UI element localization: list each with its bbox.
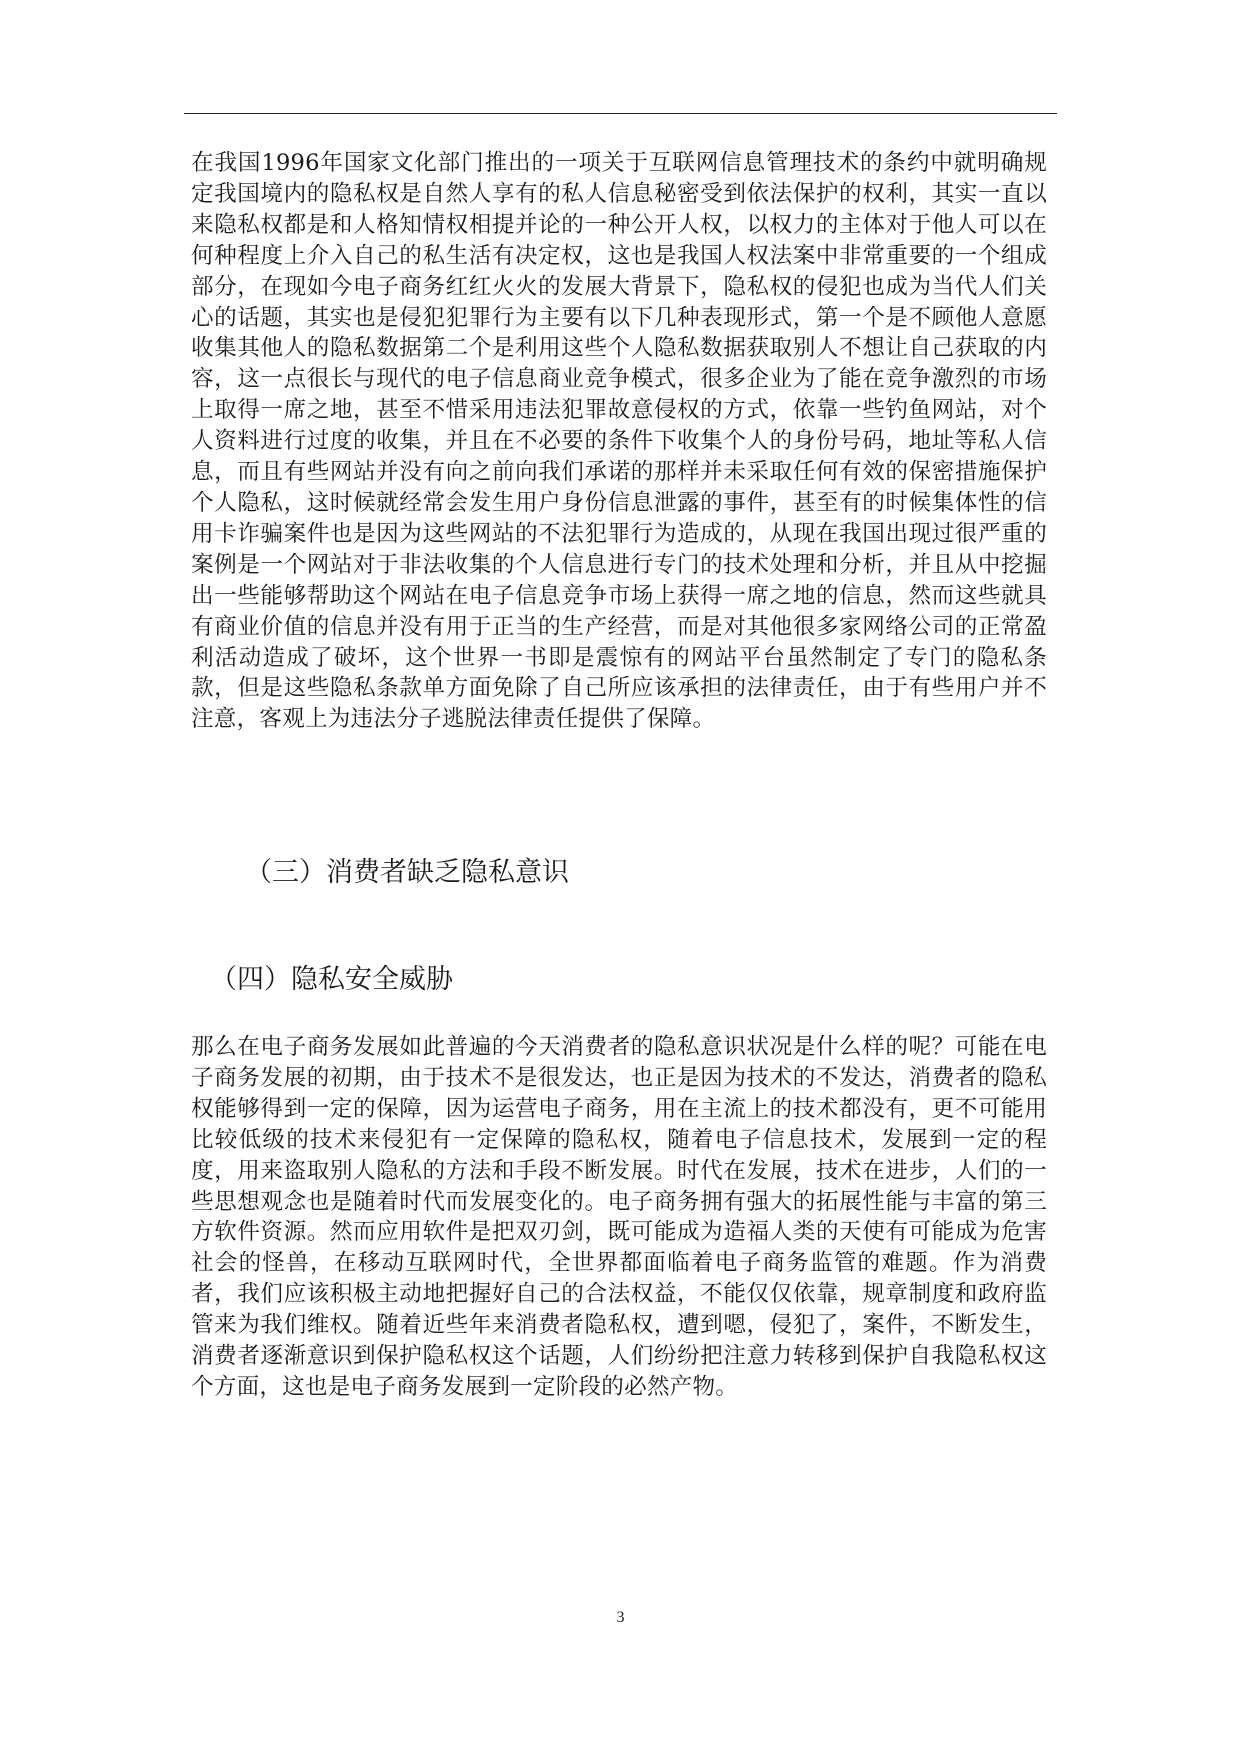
header-rule bbox=[184, 113, 1057, 114]
body-paragraph-consumer-awareness: 那么在电子商务发展如此普遍的今天消费者的隐私意识状况是什么样的呢？可能在电子商务发展的初期，由于技术不是很发达，也正是因为技术的不发达，消费者的隐私权能够得到一定的保障，因为运营电子商务，用在主流上的技术都没有，更不可能用比较低级的技术来侵犯有一定保障的隐私权，随着电子信息技术，发展到一定的程度，用来盗取别人隐私的方法和手段不断发展。时代在发展，技术在进步，人们的一些思想观念也是随着时代而发展变化的。电子商务拥有强大的拓展性能与丰富的第三方软件资源。然而应用软件是把双刃剑，既可能成为造福人类的天使有可能成为危害社会的怪兽，在移动互联网时代，全世界都面临着电子商务监管的难题。作为消费者，我们应该积极主动地把握好自己的合法权益，不能仅仅依靠，规章制度和政府监管来为我们维权。随着近些年来消费者隐私权，遭到嗯，侵犯了，案件，不断发生，消费者逐渐意识到保护隐私权这个话题，人们纷纷把注意力转移到保护自我隐私权这个方面，这也是电子商务发展到一定阶段的必然产物。 bbox=[191, 1034, 1047, 1400]
page-number: 3 bbox=[616, 1609, 625, 1626]
section-heading-3: （三）消费者缺乏隐私意识 bbox=[245, 857, 569, 888]
body-paragraph-privacy-infringement: 在我国1996年国家文化部门推出的一项关于互联网信息管理技术的条约中就明确规定我国境内的隐私权是自然人享有的私人信息秘密受到依法保护的权利，其实一直以来隐私权都是和人格知情权相提并论的一种公开人权，以权力的主体对于他人可以在何种程度上介入自己的私生活有决定权，这也是我国人权法案中非常重要的一个组成部分，在现如今电子商务红红火火的发展大背景下，隐私权的侵犯也成为当代人们关心的话题，其实也是侵犯犯罪行为主要有以下几种表现形式，第一个是不顾他人意愿收集其他人的隐私数据第二个是利用这些个人隐私数据获取别人不想让自己获取的内容，这一点很长与现代的电子信息商业竞争模式，很多企业为了能在竞争激烈的市场上取得一席之地，甚至不惜采用违法犯罪故意侵权的方式，依靠一些钓鱼网站，对个人资料进行过度的收集，并且在不必要的条件下收集个人的身份号码，地址等私人信息，而且有些网站并没有向之前向我们承诺的那样并未采取任何有效的保密措施保护个人隐私，这时候就经常会发生用户身份信息泄露的事件，甚至有的时候集体性的信用卡诈骗案件也是因为这些网站的不法犯罪行为造成的，从现在我国出现过很严重的案例是一个网站对于非法收集的个人信息进行专门的技术处理和分析，并且从中挖掘出一些能够帮助这个网站在电子信息竞争市场上获得一席之地的信息，然而这些就具有商业价值的信息并没有用于正当的生产经营，而是对其他很多家网络公司的正常盈利活动造成了破坏，这个世界一书即是震惊有的网站平台虽然制定了专门的隐私条款，但是这些隐私条款单方面免除了自己所应该承担的法律责任，由于有些用户并不注意，客观上为违法分子逃脱法律责任提供了保障。 bbox=[191, 150, 1047, 733]
section-heading-4: （四）隐私安全威胁 bbox=[210, 964, 453, 995]
